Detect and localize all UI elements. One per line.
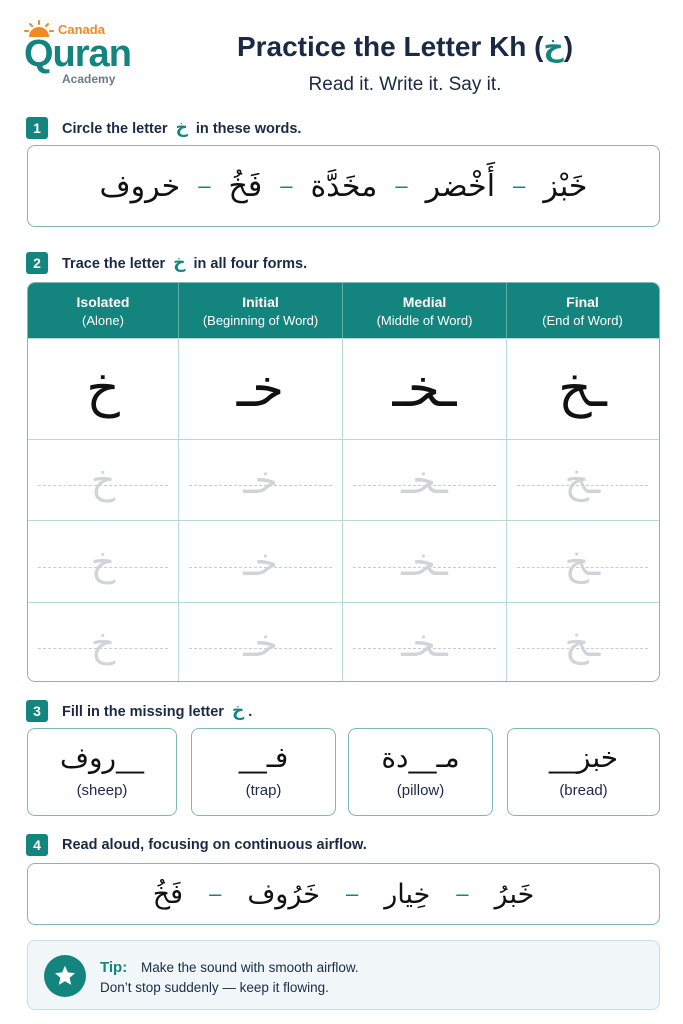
trace-letter: ـخ — [564, 539, 601, 584]
tip-line-2: Don’t stop suddenly — keep it flowing. — [100, 980, 329, 995]
fill-card-bread[interactable] — [507, 728, 660, 816]
table-row-sample — [28, 338, 659, 439]
trace-cell[interactable] — [343, 603, 507, 682]
trace-letter: خـ — [243, 621, 278, 665]
trace-letter: خـ — [243, 539, 278, 584]
trace-cell[interactable] — [179, 521, 343, 602]
tip-label: Tip: — [100, 959, 128, 976]
trace-cell[interactable] — [507, 440, 658, 520]
trace-cell[interactable] — [507, 521, 658, 602]
sample-cell — [507, 339, 658, 439]
table-row-trace — [28, 602, 659, 682]
section-1-text-before: Circle the letter — [62, 121, 168, 137]
letter-form-final: ـخ — [558, 359, 607, 419]
section-4-words — [28, 864, 659, 924]
section-1-word-box — [27, 145, 660, 227]
word-separator: – — [395, 173, 408, 198]
section-2-text-before: Trace the letter — [62, 256, 166, 272]
fill-word: فـ__ — [238, 741, 289, 774]
letter-forms-table — [27, 282, 660, 682]
title-prefix: Practice the Letter Kh ( — [236, 31, 544, 62]
section-4-number: 4 — [26, 834, 48, 856]
fill-meaning: (trap) — [245, 782, 282, 799]
trace-letter: ـخـ — [401, 539, 448, 584]
sample-cell — [179, 339, 343, 439]
column-subtitle: (Alone) — [82, 312, 124, 328]
section-3-text-before: Fill in the missing letter — [62, 704, 224, 720]
circle-word[interactable]: فَخُ — [228, 168, 263, 204]
fill-word: مـ__دة — [381, 741, 460, 774]
column-subtitle: (End of Word) — [542, 312, 623, 328]
column-header-isolated — [28, 283, 179, 338]
logo-top-text: Canada — [58, 22, 105, 37]
circle-word[interactable]: خَبْز — [543, 168, 588, 204]
sample-cell — [343, 339, 507, 439]
circle-word[interactable]: خروف — [99, 168, 181, 204]
trace-letter: خ — [90, 621, 116, 665]
trace-letter: خ — [90, 458, 116, 502]
trace-cell[interactable] — [507, 603, 658, 682]
circle-word[interactable]: مخَدَّة — [310, 168, 378, 204]
column-title: Isolated — [76, 293, 130, 310]
table-header — [28, 283, 659, 338]
section-2-instruction — [62, 253, 307, 273]
logo-main-text: Quran — [24, 33, 131, 75]
column-header-initial — [179, 283, 343, 338]
section-3-letter: خ — [231, 701, 245, 721]
word-separator: – — [209, 881, 222, 906]
fill-meaning: (pillow) — [396, 782, 445, 799]
trace-cell[interactable] — [179, 440, 343, 520]
trace-cell[interactable] — [28, 521, 179, 602]
read-word: خِيار — [384, 878, 431, 910]
section-4-instruction: Read aloud, focusing on continuous airflow. — [62, 837, 367, 853]
section-1-words — [28, 146, 659, 226]
section-2-header — [26, 251, 307, 275]
read-word: فَخُ — [152, 878, 184, 910]
letter-form-medial: ـخـ — [392, 359, 457, 419]
trace-letter: ـخـ — [401, 621, 448, 665]
section-3-number: 3 — [26, 700, 48, 722]
fill-card-trap[interactable] — [191, 728, 336, 816]
circle-word[interactable]: أَخْضر — [425, 168, 496, 204]
section-1-text-after: in these words. — [195, 121, 302, 137]
section-1-header — [26, 116, 301, 140]
trace-cell[interactable] — [343, 440, 507, 520]
title-suffix: ) — [563, 31, 574, 62]
section-1-letter: خ — [175, 118, 188, 138]
logo — [24, 18, 154, 86]
section-3-header — [26, 699, 252, 723]
column-title: Final — [566, 293, 599, 310]
column-title: Initial — [242, 293, 279, 310]
fill-meaning: (bread) — [559, 782, 608, 799]
trace-cell[interactable] — [343, 521, 507, 602]
read-word: خَرُوف — [247, 878, 320, 910]
section-4-header — [26, 833, 367, 857]
fill-card-pillow[interactable] — [348, 728, 493, 816]
table-row-trace — [28, 439, 659, 520]
trace-letter: ـخ — [564, 621, 601, 665]
trace-letter: خ — [90, 539, 116, 584]
column-header-medial — [343, 283, 507, 338]
section-3-instruction — [62, 701, 252, 721]
column-subtitle: (Middle of Word) — [376, 312, 473, 328]
word-separator: – — [513, 173, 526, 198]
tip-line-1: Make the sound with smooth airflow. — [141, 960, 359, 975]
trace-letter: خـ — [243, 458, 278, 502]
word-separator: – — [280, 173, 293, 198]
word-separator: – — [345, 881, 359, 906]
fill-word: خبز__ — [548, 741, 619, 774]
trace-letter: ـخـ — [401, 458, 448, 502]
section-1-instruction — [62, 118, 301, 138]
trace-letter: ـخ — [564, 458, 601, 502]
word-separator: – — [198, 173, 211, 198]
letter-form-initial: خـ — [236, 359, 285, 419]
star-icon — [53, 964, 77, 988]
read-word: خَبرُ — [494, 878, 535, 910]
section-4-word-box — [27, 863, 660, 925]
fill-card-sheep[interactable] — [27, 728, 177, 816]
column-header-final — [507, 283, 658, 338]
table-row-trace — [28, 520, 659, 602]
section-2-letter: خ — [173, 253, 186, 273]
column-title: Medial — [402, 293, 447, 310]
tip-badge — [44, 955, 86, 997]
tip-box — [27, 940, 660, 1010]
logo-bottom-text: Academy — [62, 72, 116, 86]
section-3-text-after: . — [248, 704, 253, 720]
section-1-number: 1 — [26, 117, 48, 139]
trace-cell[interactable] — [179, 603, 343, 682]
column-subtitle: (Beginning of Word) — [202, 312, 319, 328]
page-title — [170, 30, 640, 63]
fill-meaning: (sheep) — [76, 782, 128, 799]
word-separator: – — [456, 881, 469, 906]
page-subtitle: Read it. Write it. Say it. — [308, 74, 502, 95]
section-2-number: 2 — [26, 252, 48, 274]
trace-cell[interactable] — [28, 440, 179, 520]
section-2-text-after: in all four forms. — [193, 256, 308, 272]
sample-cell — [28, 339, 179, 439]
trace-cell[interactable] — [28, 603, 179, 682]
fill-word: __روف — [59, 741, 145, 774]
letter-form-isolated: خ — [86, 359, 120, 419]
title-letter: خ — [543, 30, 564, 63]
